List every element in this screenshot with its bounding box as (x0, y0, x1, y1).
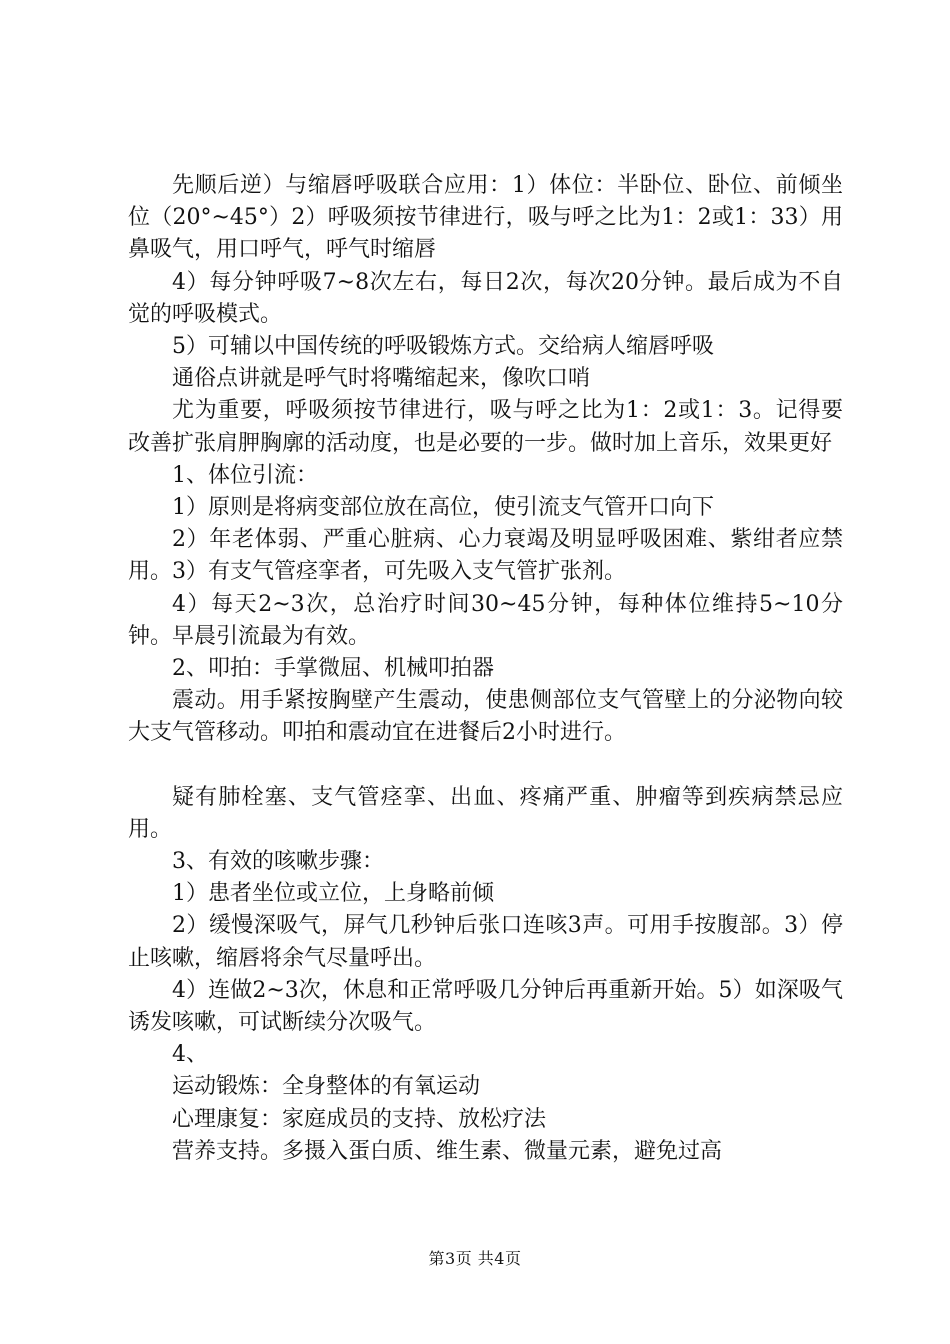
paragraph-8: 2）年老体弱、严重心脏病、心力衰竭及明显呼吸困难、紫绀者应禁用。3）有支气管痉挛者，可先吸入支气管扩张剂。 (128, 527, 843, 585)
paragraph-11: 震动。用手紧按胸壁产生震动，使患侧部位支气管壁上的分泌物向较大支气管移动。叩拍和震动宜在进餐后2小时进行。 (128, 688, 843, 746)
paragraph-1: 先顺后逆）与缩唇呼吸联合应用：1）体位：半卧位、卧位、前倾坐位（20°~45°）2）呼吸须按节律进行，吸与呼之比为1：2或1：33）用鼻吸气，用口呼气，呼气时缩唇 (128, 173, 843, 263)
paragraph-9: 4）每天2~3次，总治疗时间30~45分钟，每种体位维持5~10分钟。早晨引流最为有效。 (128, 591, 843, 649)
paragraph-13: 疑有肺栓塞、支气管痉挛、出血、疼痛严重、肿瘤等到疾病禁忌应用。 (128, 784, 843, 842)
paragraph-7: 1）原则是将病变部位放在高位，使引流支气管开口向下 (172, 495, 714, 521)
paragraph-14: 3、有效的咳嗽步骤： (172, 849, 384, 875)
paragraph-16: 2）缓慢深吸气，屏气几秒钟后张口连咳3声。可用手按腹部。3）停止咳嗽，缩唇将余气尽量呼出。 (128, 913, 843, 971)
paragraph-5: 尤为重要，呼吸须按节律进行，吸与呼之比为1：2或1：3。记得要改善扩张肩胛胸廓的活动度，也是必要的一步。做时加上音乐，效果更好 (128, 398, 843, 456)
paragraph-3: 5）可辅以中国传统的呼吸锻炼方式。交给病人缩唇呼吸 (172, 334, 714, 360)
paragraph-20: 心理康复：家庭成员的支持、放松疗法 (172, 1106, 547, 1132)
page-footer: 第3页 共4页 (428, 1249, 522, 1268)
paragraph-10: 2、叩拍：手掌微屈、机械叩拍器 (172, 656, 494, 682)
document-body (128, 170, 843, 1168)
blank-line (128, 750, 843, 782)
paragraph-21: 营养支持。多摄入蛋白质、维生素、微量元素，避免过高 (172, 1138, 723, 1164)
paragraph-19: 运动锻炼：全身整体的有氧运动 (172, 1074, 481, 1100)
paragraph-2: 4）每分钟呼吸7~8次左右，每日2次，每次20分钟。最后成为不自觉的呼吸模式。 (128, 269, 843, 327)
paragraph-17: 4）连做2~3次，休息和正常呼吸几分钟后再重新开始。5）如深吸气诱发咳嗽，可试断续分次吸气。 (128, 977, 843, 1036)
paragraph-18: 4、 (172, 1042, 208, 1068)
paragraph-15: 1）患者坐位或立位，上身略前倾 (172, 881, 494, 907)
paragraph-4: 通俗点讲就是呼气时将嘴缩起来，像吹口哨 (172, 366, 591, 392)
paragraph-6: 1、体位引流： (172, 462, 318, 488)
